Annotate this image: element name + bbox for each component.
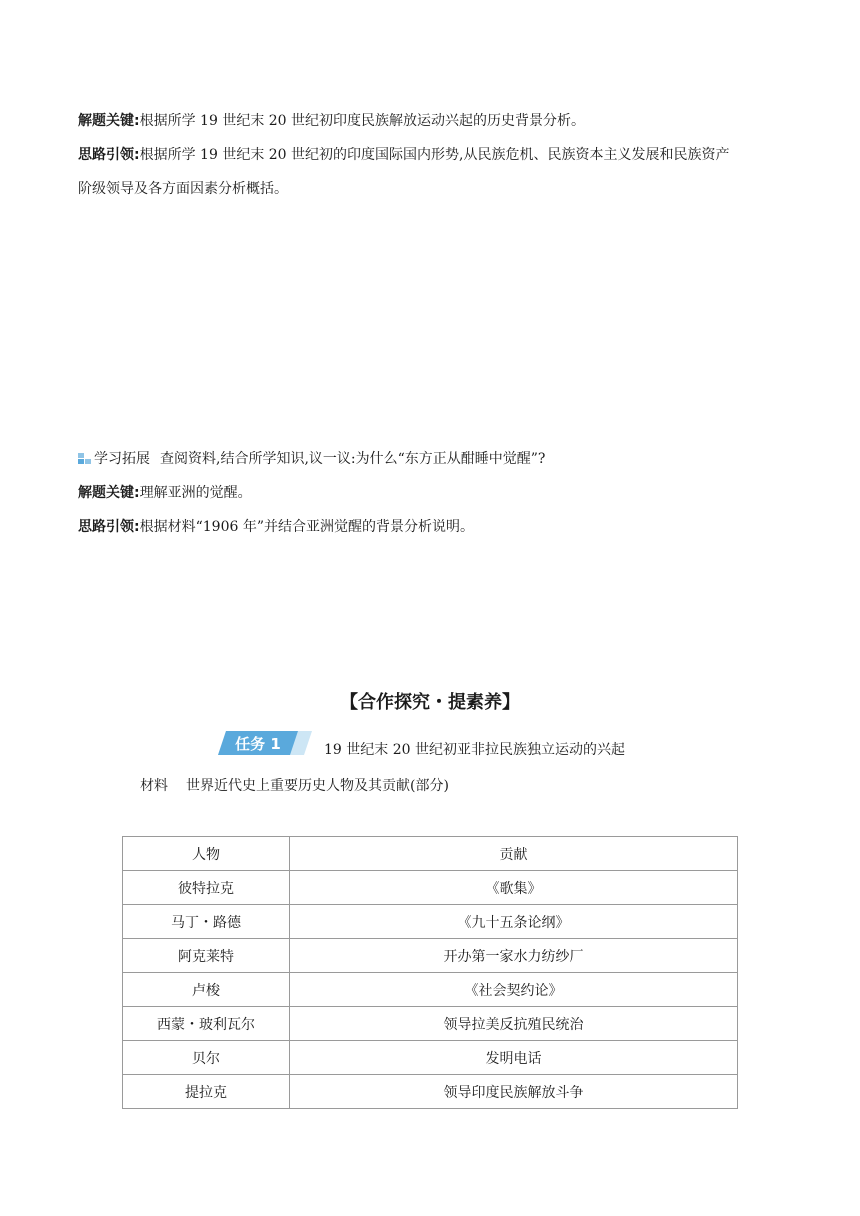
extension-line (78, 448, 545, 470)
table-row (123, 871, 738, 905)
extension-text: 查阅资料,结合所学知识,议一议:为什么“东方正从酣睡中觉醒”? (160, 451, 546, 467)
guide-label: 思路引领 (78, 519, 134, 535)
task-badge-icon (218, 731, 312, 755)
guide-text: 根据所学 19 世纪末 20 世纪初的印度国际国内形势,从民族危机、民族资本主义发展和民族资产 (139, 147, 730, 163)
table-cell-person: 贝尔 (123, 1041, 290, 1075)
table-cell-contribution: 《九十五条论纲》 (290, 905, 738, 939)
figures-table (122, 836, 738, 1109)
guide-label: 思路引领 (78, 147, 134, 163)
material-label: 材料 (140, 778, 168, 794)
guide-line-1: 思路引领:根据所学 19 世纪末 20 世纪初的印度国际国内形势,从民族危机、民族资本主义发展和民族资产 (78, 147, 730, 163)
extension-icon (78, 453, 92, 465)
table-cell-contribution: 领导拉美反抗殖民统治 (290, 1007, 738, 1041)
table-cell-contribution: 《社会契约论》 (290, 973, 738, 1007)
table-header-cell: 人物 (123, 837, 290, 871)
table-cell-person: 提拉克 (123, 1075, 290, 1109)
material-text: 世界近代史上重要历史人物及其贡献(部分) (186, 778, 449, 794)
table-row (123, 905, 738, 939)
table-row (123, 939, 738, 973)
guide-text: 根据材料“1906 年”并结合亚洲觉醒的背景分析说明。 (139, 519, 475, 535)
section-title: 【合作探究・提素养】 (340, 692, 520, 713)
table-cell-person: 马丁・路德 (123, 905, 290, 939)
key-label: 解题关键 (78, 113, 134, 129)
table-row (123, 1075, 738, 1109)
table-cell-contribution: 《歌集》 (290, 871, 738, 905)
table-header-row (123, 837, 738, 871)
table-row (123, 1041, 738, 1075)
table-header-cell: 贡献 (290, 837, 738, 871)
table-cell-contribution: 领导印度民族解放斗争 (290, 1075, 738, 1109)
table-cell-contribution: 发明电话 (290, 1041, 738, 1075)
key-text: 根据所学 19 世纪末 20 世纪初印度民族解放运动兴起的历史背景分析。 (139, 113, 586, 129)
guide-line-2: 思路引领:根据材料“1906 年”并结合亚洲觉醒的背景分析说明。 (78, 519, 475, 535)
task-title: 19 世纪末 20 世纪初亚非拉民族独立运动的兴起 (324, 742, 625, 758)
table-cell-contribution: 开办第一家水力纺纱厂 (290, 939, 738, 973)
key-label: 解题关键 (78, 485, 134, 501)
table-cell-person: 卢梭 (123, 973, 290, 1007)
task-badge-label: 任务 1 (235, 735, 281, 753)
material-line (140, 775, 449, 797)
extension-label: 学习拓展 (94, 451, 150, 467)
key-line-2: 解题关键:理解亚洲的觉醒。 (78, 485, 252, 501)
guide-line-1-cont: 阶级领导及各方面因素分析概括。 (78, 181, 288, 197)
key-line-1: 解题关键:根据所学 19 世纪末 20 世纪初印度民族解放运动兴起的历史背景分析。 (78, 113, 586, 129)
table-cell-person: 阿克莱特 (123, 939, 290, 973)
table-cell-person: 彼特拉克 (123, 871, 290, 905)
table-cell-person: 西蒙・玻利瓦尔 (123, 1007, 290, 1041)
table-row (123, 973, 738, 1007)
table-row (123, 1007, 738, 1041)
key-text: 理解亚洲的觉醒。 (139, 485, 252, 501)
